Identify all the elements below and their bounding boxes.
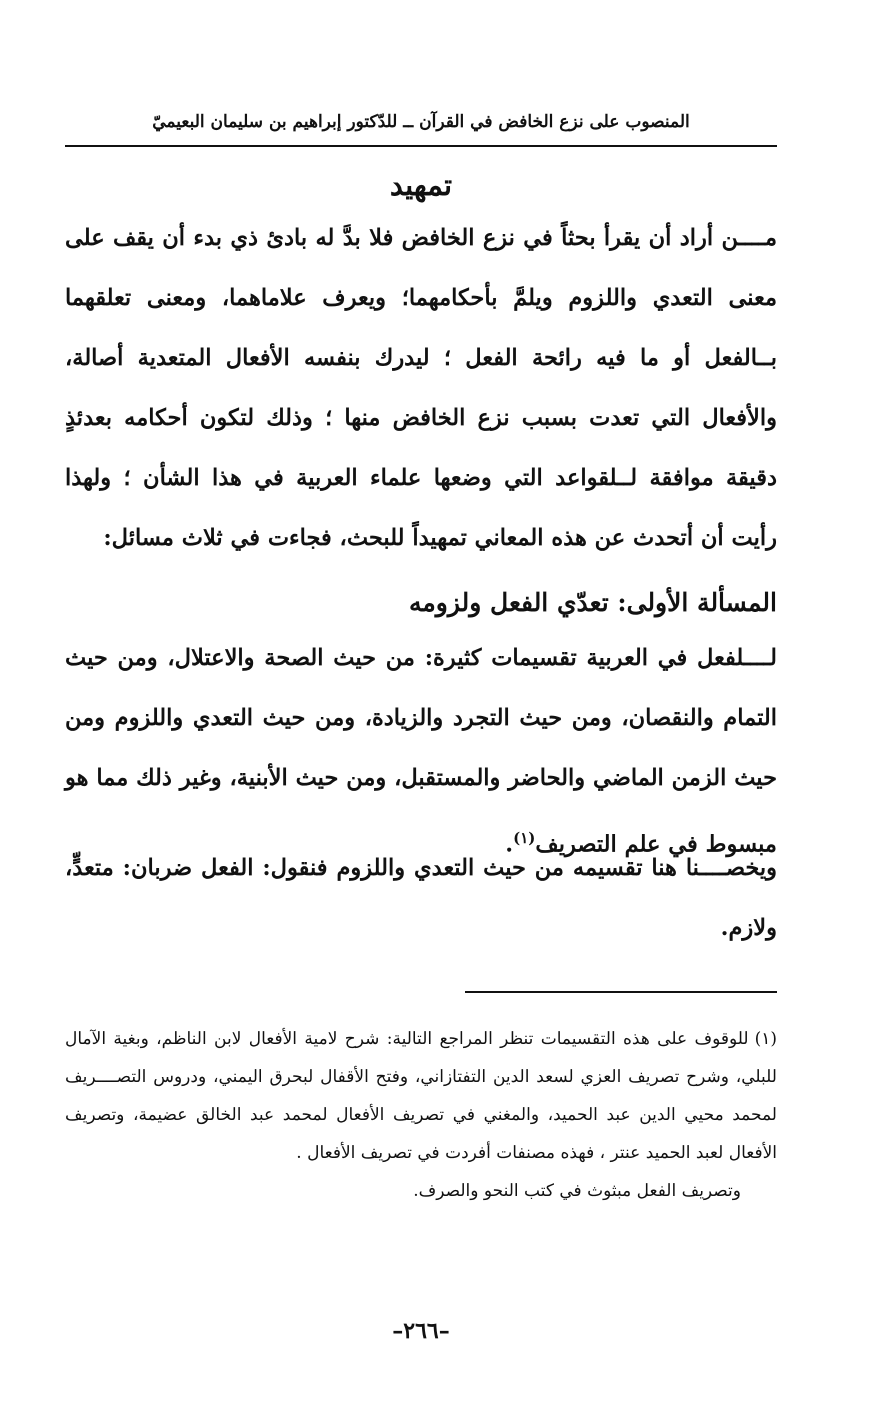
footnote-extra-line: وتصريف الفعل مبثوث في كتب النحو والصرف. xyxy=(413,1181,741,1201)
body-paragraph-1-end: . xyxy=(505,831,514,858)
footnote-1-text: للوقوف على هذه التقسيمات تنظر المراجع التالية: شرح لامية الأفعال لابن الناظم، وبغية الآمال للبلي، وشرح تصريف العزي لسعد الدين التفتازاني، وفتح الأقفال لبحرق اليمني، ودروس التصــــريف لمحمد محيي الدين عبد الحميد، والمغني في تصريف الأفعال لمحمد عبد الخالق عضيمة، وتصريف الأفعال لعبد الحميد عنتر ، فهذه مصنفات أفردت في تصريف الأفعال . xyxy=(65,1029,777,1163)
header-rule xyxy=(65,145,777,147)
subsection-heading: المسألة الأولى: تعدّي الفعل ولزومه xyxy=(409,588,777,617)
body-paragraph-1-text: لــــلفعل في العربية تقسيمات كثيرة: من حيث الصحة والاعتلال، ومن حيث التمام والنقصان، ومن حيث التجرد والزيادة، ومن حيث التعدي واللزوم ومن حيث الزمن الماضي والحاضر والمستقبل، ومن حيث الأبنية، وغير ذلك مما هو مبسوط في علم التصريف xyxy=(65,645,777,858)
section-title: تمهيد xyxy=(389,168,453,202)
footnotes-block xyxy=(65,1020,777,1210)
footnote-1 xyxy=(65,1020,777,1172)
running-header: المنصوب على نزع الخافض في القرآن ــ للدّكتور إبراهيم بن سليمان البعيميّ xyxy=(152,112,690,132)
footnote-separator xyxy=(465,991,777,993)
page-number: –٢٦٦– xyxy=(392,1318,450,1344)
intro-paragraph: مــــن أراد أن يقرأ بحثاً في نزع الخافض فلا بدَّ له بادئ ذي بدء أن يقف على معنى التعدي واللزوم ويلمَّ بأحكامهما؛ ويعرف علاماهما، ومعنى تعلقهما بــالفعل أو ما فيه رائحة الفعل ؛ ليدرك بنفسه الأفعال المتعدية أصالة، والأفعال التي تعدت بسبب نزع الخافض منها ؛ وذلك لتكون أحكامه بعدئذٍ دقيقة موافقة لــلقواعد التي وضعها علماء العربية في هذا الشأن ؛ ولهذا رأيت أن أتحدث عن هذه المعاني تمهيداً للبحث، فجاءت في ثلاث مسائل: xyxy=(65,225,777,551)
footnote-marker: (١) xyxy=(754,1029,777,1049)
body-paragraph-2: ويخصــــنا هنا تقسيمه من حيث التعدي واللزوم فنقول: الفعل ضربان: متعدٍّ، ولازم. xyxy=(65,855,777,941)
footnote-reference[interactable]: (١) xyxy=(513,829,536,847)
